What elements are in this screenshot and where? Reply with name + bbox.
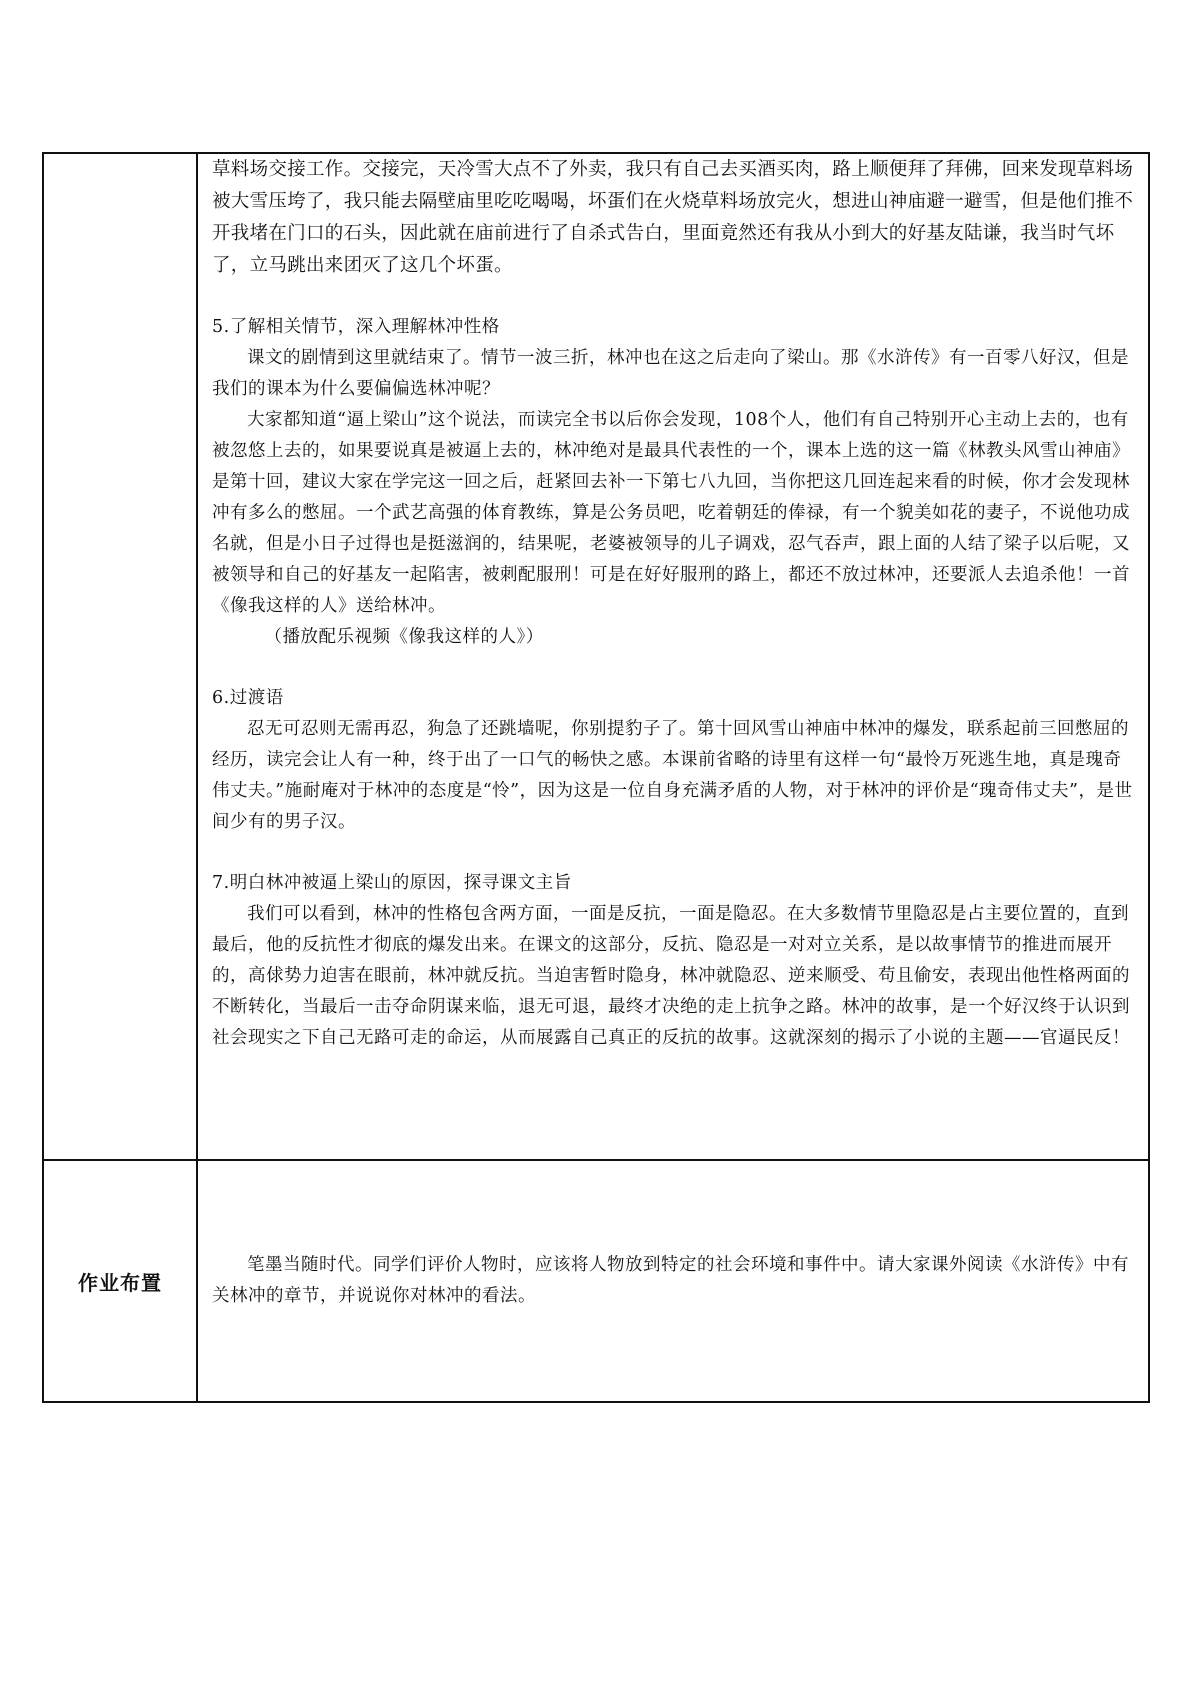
section-6	[212, 683, 1138, 838]
section-paragraph: 忍无可忍则无需再忍，狗急了还跳墙呢，你别提豹子了。第十回风雪山神庙中林冲的爆发，联系起前三回憋屈的经历，读完会让人有一种，终于出了一口气的畅快之感。本课前省略的诗里有这样一句“最怜万死逃生地，真是瑰奇伟丈夫。”施耐庵对于林冲的态度是“怜”，因为这是一位自身充满矛盾的人物，对于林冲的评价是“瑰奇伟丈夫”，是世间少有的男子汉。	[212, 719, 1133, 832]
section-5	[212, 312, 1138, 653]
section-7	[212, 868, 1138, 1054]
empty-label-cell	[43, 153, 197, 1160]
continuation-paragraph: 草料场交接工作。交接完，天冷雪大点不了外卖，我只有自己去买酒买肉，路上顺便拜了拜佛，回来发现草料场被大雪压垮了，我只能去隔壁庙里吃吃喝喝，坏蛋们在火烧草料场放完火，想进山神庙避一避雪，但是他们推不开我堵在门口的石头，因此就在庙前进行了自杀式告白，里面竟然还有我从小到大的好基友陆谦，我当时气坏了，立马跳出来团灭了这几个坏蛋。	[212, 159, 1134, 276]
section-title: 7.明白林冲被逼上梁山的原因，探寻课文主旨	[212, 873, 572, 893]
lesson-plan-table	[42, 152, 1150, 1403]
homework-row	[43, 1160, 1149, 1402]
homework-label: 作业布置	[78, 1270, 162, 1295]
teaching-process-cell	[197, 153, 1149, 1160]
section-paragraph: 大家都知道“逼上梁山”这个说法，而读完全书以后你会发现，108个人，他们有自己特别开心主动上去的，也有被忽悠上去的，如果要说真是被逼上去的，林冲绝对是最具代表性的一个，课本上选的这一篇《林教头风雪山神庙》是第十回，建议大家在学完这一回之后，赶紧回去补一下第七八九回，当你把这几回连起来看的时候，你才会发现林冲有多么的憋屈。一个武艺高强的体育教练，算是公务员吧，吃着朝廷的俸禄，有一个貌美如花的妻子，不说他功成名就，但是小日子过得也是挺滋润的，结果呢，老婆被领导的儿子调戏，忍气吞声，跟上面的人结了梁子以后呢，又被领导和自己的好基友一起陷害，被刺配服刑！可是在好好服刑的路上，都还不放过林冲，还要派人去追杀他！一首《像我这样的人》送给林冲。	[212, 410, 1130, 616]
homework-label-cell	[43, 1160, 197, 1402]
teaching-process-row	[43, 153, 1149, 1160]
homework-text: 笔墨当随时代。同学们评价人物时，应该将人物放到特定的社会环境和事件中。请大家课外阅读《水浒传》中有关林冲的章节，并说说你对林冲的看法。	[212, 1255, 1129, 1306]
section-paragraph: 课文的剧情到这里就结束了。情节一波三折，林冲也在这之后走向了梁山。那《水浒传》有一百零八好汉，但是我们的课本为什么要偏偏选林冲呢？	[212, 348, 1129, 399]
section-title: 6.过渡语	[212, 688, 284, 708]
homework-content-cell	[197, 1160, 1149, 1402]
section-paragraph: 我们可以看到，林冲的性格包含两方面，一面是反抗，一面是隐忍。在大多数情节里隐忍是占主要位置的，直到最后，他的反抗性才彻底的爆发出来。在课文的这部分，反抗、隐忍是一对对立关系，是以故事情节的推进而展开的，高俅势力迫害在眼前，林冲就反抗。当迫害暂时隐身，林冲就隐忍、逆来顺受、苟且偷安，表现出他性格两面的不断转化，当最后一击夺命阴谋来临，退无可退，最终才决绝的走上抗争之路。林冲的故事，是一个好汉终于认识到社会现实之下自己无路可走的命运，从而展露自己真正的反抗的故事。这就深刻的揭示了小说的主题——官逼民反！	[212, 904, 1130, 1048]
video-caption: （播放配乐视频《像我这样的人》）	[264, 627, 544, 647]
section-title: 5.了解相关情节，深入理解林冲性格	[212, 317, 500, 337]
